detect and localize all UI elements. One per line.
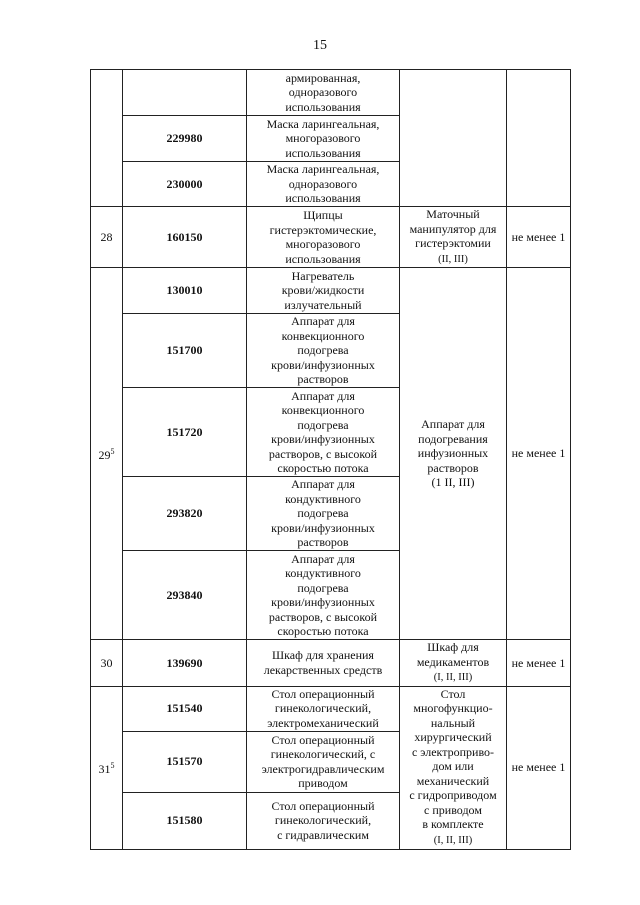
name-line: с гидравлическим — [277, 827, 369, 842]
name-line: растворов — [297, 372, 349, 387]
footnote-mark: 5 — [110, 446, 115, 456]
name-line: скоростью потока — [277, 461, 369, 475]
code-cell: 151580 — [123, 792, 247, 849]
name-line: гинекологический, с — [270, 747, 376, 761]
name-cell — [247, 116, 400, 162]
name-line: лекарственных средств — [263, 662, 383, 677]
name-line: крови/инфузионных — [271, 520, 375, 535]
row-number-cell: 30 — [91, 640, 123, 687]
row-number-cell — [91, 268, 123, 640]
quantity-cell: не менее 1 — [507, 640, 571, 687]
name-line: конвекционного — [281, 403, 365, 417]
name-line: Щипцы — [303, 208, 343, 222]
name-cell — [247, 70, 400, 116]
name-line: подогрева — [297, 506, 349, 521]
row-number: 29 — [98, 447, 111, 462]
name-cell — [247, 731, 400, 792]
name-line: Аппарат для — [291, 314, 355, 329]
name-line: использования — [285, 191, 361, 206]
group-line: растворов — [427, 460, 479, 475]
name-line: гинекологический, — [274, 813, 372, 828]
code-cell: 151720 — [123, 388, 247, 477]
equipment-table — [90, 69, 571, 850]
name-line: одноразового — [288, 85, 358, 100]
group-cell — [400, 268, 507, 640]
group-line: инфузионных — [417, 446, 489, 461]
name-line: использования — [285, 145, 361, 160]
name-cell — [247, 477, 400, 551]
group-line: (I, II, III) — [433, 672, 473, 683]
group-line: (II, III) — [438, 253, 468, 265]
name-line: армированная, — [285, 70, 361, 85]
code-cell: 139690 — [123, 640, 247, 687]
group-line: манипулятор для — [409, 221, 497, 236]
footnote-mark: 5 — [110, 760, 115, 770]
group-line: с приводом — [424, 802, 482, 817]
quantity-cell: не менее 1 — [507, 686, 571, 849]
row-number-cell: 28 — [91, 207, 123, 268]
name-line: электромеханический — [267, 715, 379, 730]
name-cell — [247, 207, 400, 268]
group-line: нальный — [430, 715, 476, 730]
name-line: Маска ларингеальная, — [266, 116, 380, 131]
group-line: Маточный — [426, 207, 480, 221]
name-line: подогрева — [297, 580, 349, 595]
group-line: (I, II, III) — [433, 834, 473, 846]
name-line: растворов — [297, 535, 349, 550]
name-line: Маска ларингеальная, — [266, 162, 380, 177]
name-line: кондуктивного — [285, 491, 361, 506]
name-cell — [247, 162, 400, 207]
group-line: (1 II, III) — [431, 475, 475, 490]
group-cell — [400, 70, 507, 207]
table-row — [91, 70, 571, 116]
name-line: приводом — [298, 776, 348, 790]
table-row — [91, 207, 571, 268]
code-cell — [123, 70, 247, 116]
group-cell — [400, 207, 507, 268]
name-line: электрогидравлическим — [261, 761, 385, 776]
group-line: Стол — [440, 686, 466, 701]
group-line: механический — [416, 773, 490, 788]
name-cell — [247, 388, 400, 477]
group-line: медикаментов — [416, 654, 490, 669]
group-line: Аппарат для — [421, 417, 485, 432]
table-row — [91, 268, 571, 314]
name-line: Стол операционный — [271, 686, 375, 701]
name-line: Аппарат для — [291, 388, 355, 403]
quantity-cell: не менее 1 — [507, 268, 571, 640]
group-line: Шкаф для — [427, 640, 479, 654]
group-cell — [400, 686, 507, 849]
name-line: одноразового — [288, 176, 358, 191]
table-row — [91, 686, 571, 731]
name-line: излучательный — [284, 297, 362, 312]
name-line: гистерэктомические, — [269, 222, 377, 237]
group-line: с электроприво- — [411, 744, 495, 759]
code-cell: 229980 — [123, 116, 247, 162]
row-number-cell — [91, 70, 123, 207]
name-line: растворов, с высокой — [268, 446, 378, 461]
name-line: многоразового — [285, 237, 361, 251]
name-line: Нагреватель — [291, 268, 355, 283]
row-number-cell — [91, 686, 123, 849]
name-line: использования — [285, 99, 361, 114]
code-cell: 151570 — [123, 731, 247, 792]
name-line: гинекологический, — [274, 701, 372, 716]
code-cell: 151540 — [123, 686, 247, 731]
name-cell — [247, 640, 400, 687]
name-line: Аппарат для — [291, 551, 355, 566]
quantity-cell — [507, 70, 571, 207]
name-line: крови/инфузионных — [271, 357, 375, 372]
name-line: Стол операционный — [271, 732, 375, 747]
code-cell: 151700 — [123, 314, 247, 388]
name-line: использования — [285, 251, 361, 266]
name-line: скоростью потока — [277, 624, 369, 638]
code-cell: 130010 — [123, 268, 247, 314]
group-line: подогревания — [418, 431, 488, 446]
name-cell — [247, 686, 400, 731]
group-line: многофункцио- — [413, 701, 493, 716]
name-cell — [247, 268, 400, 314]
name-line: Шкаф для хранения — [272, 648, 374, 663]
group-line: в комплекте — [422, 817, 484, 832]
name-line: многоразового — [285, 131, 361, 146]
code-cell: 293840 — [123, 551, 247, 640]
name-line: конвекционного — [281, 328, 365, 343]
name-line: подогрева — [297, 417, 349, 432]
group-line: хирургический — [414, 730, 492, 745]
code-cell: 230000 — [123, 162, 247, 207]
group-line: гистерэктомии — [415, 236, 491, 250]
page-number: 15 — [313, 38, 327, 53]
name-line: Аппарат для — [291, 477, 355, 492]
quantity-cell: не менее 1 — [507, 207, 571, 268]
name-cell — [247, 551, 400, 640]
name-line: крови/инфузионных — [271, 595, 375, 609]
group-line: дом или — [432, 759, 474, 774]
row-number: 31 — [98, 761, 111, 776]
table-row — [91, 640, 571, 687]
group-line: с гидроприводом — [409, 788, 497, 803]
name-cell — [247, 314, 400, 388]
group-cell — [400, 640, 507, 687]
name-line: Стол операционный — [271, 798, 375, 813]
name-line: растворов, с высокой — [268, 609, 378, 624]
name-cell — [247, 792, 400, 849]
name-line: кондуктивного — [285, 566, 361, 580]
name-line: подогрева — [297, 343, 349, 358]
code-cell: 293820 — [123, 477, 247, 551]
code-cell: 160150 — [123, 207, 247, 268]
name-line: крови/жидкости — [281, 283, 365, 298]
name-line: крови/инфузионных — [271, 432, 375, 446]
